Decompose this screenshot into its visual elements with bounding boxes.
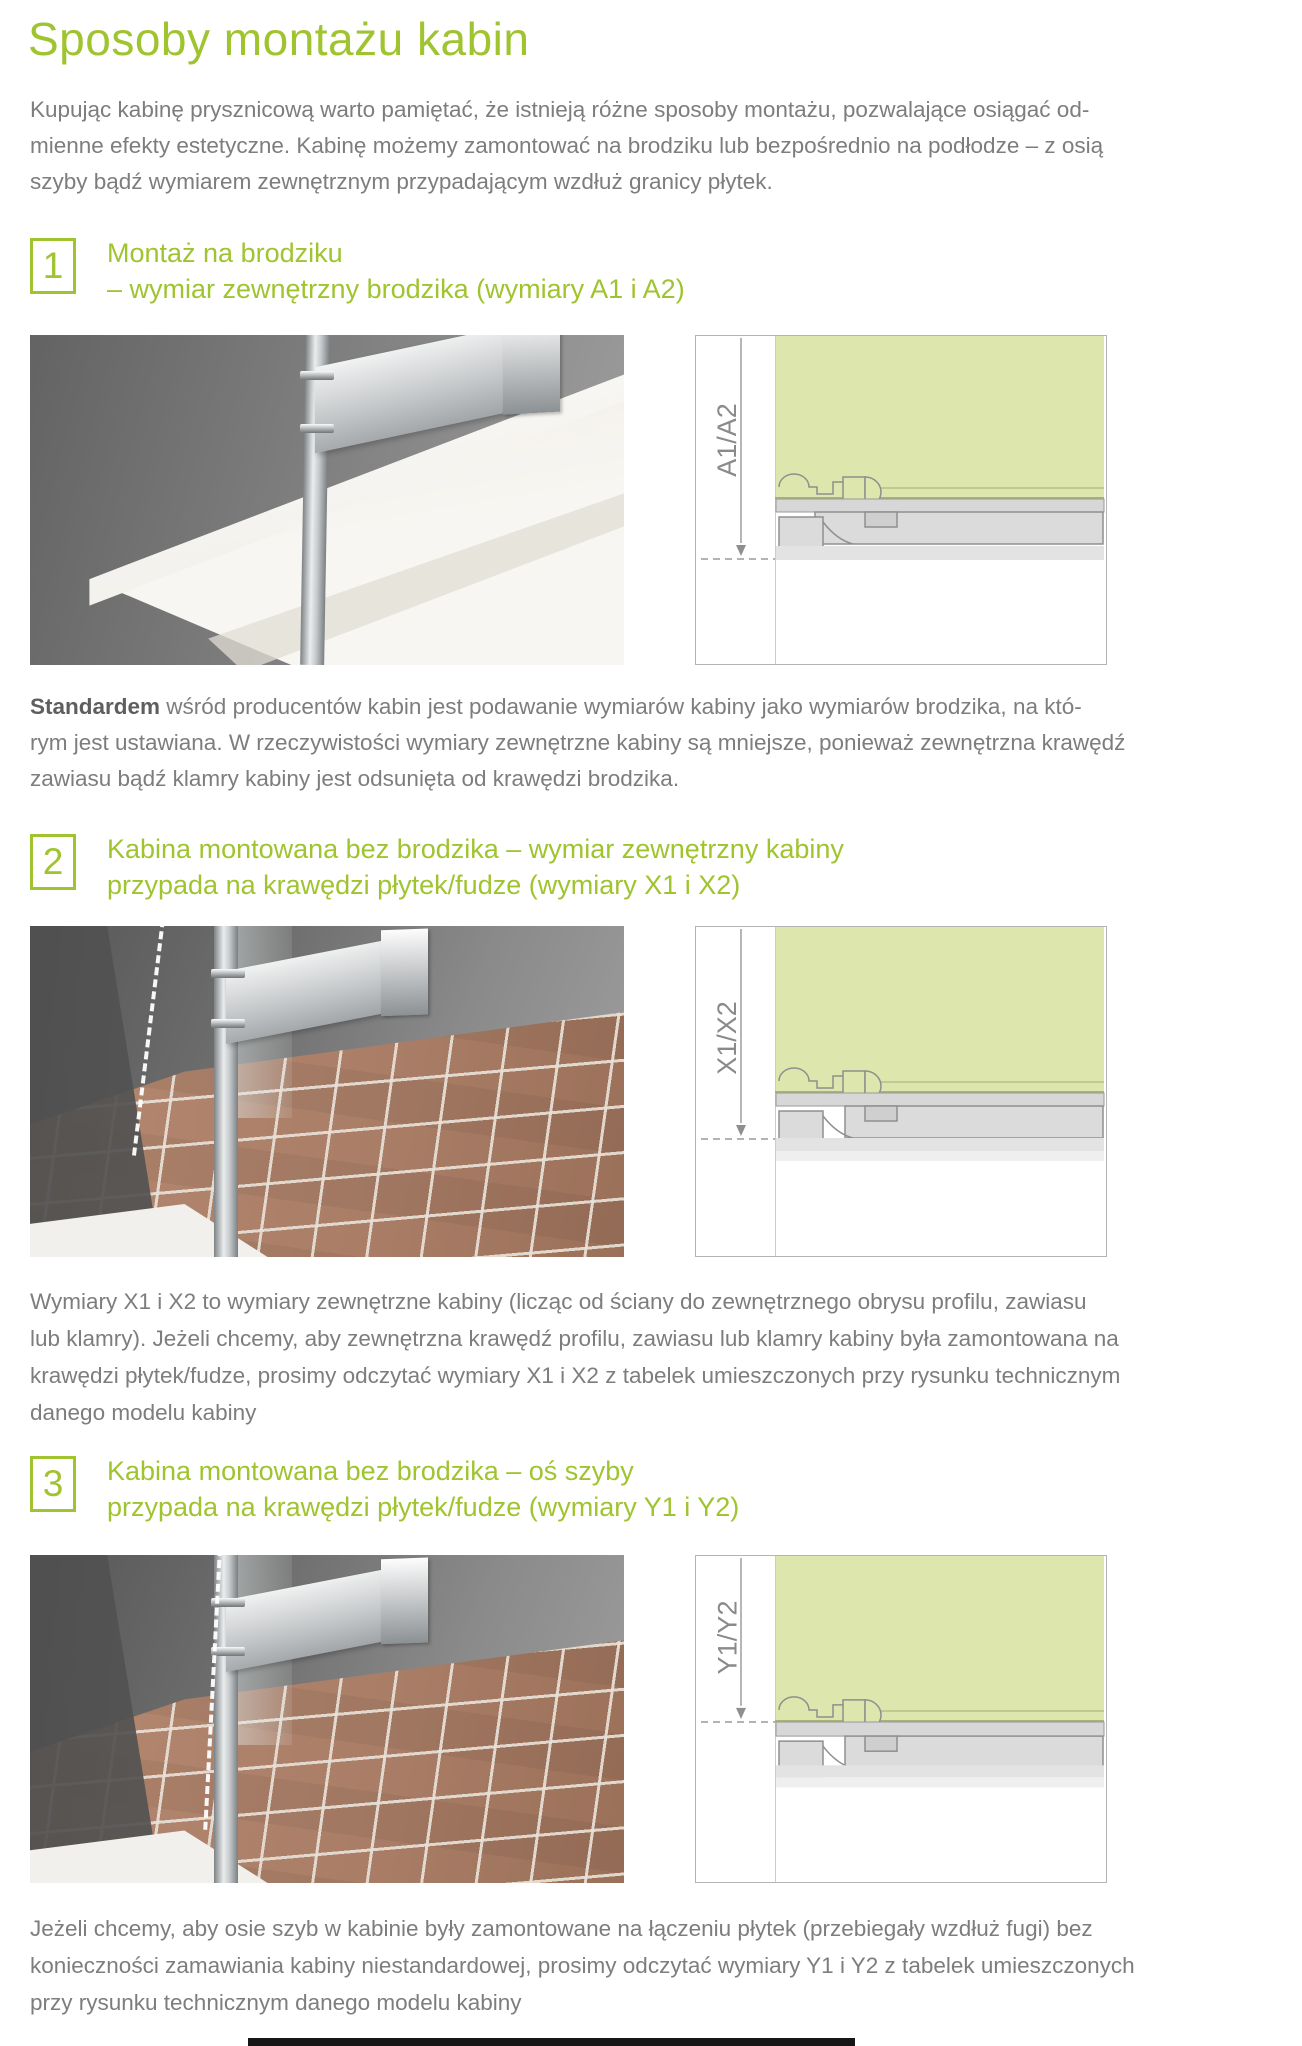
text-line: Wymiary X1 i X2 to wymiary zewnętrzne kabiny (licząc od ściany do zewnętrznego obrysu profilu, zawiasu <box>30 1289 1087 1314</box>
text-line: konieczności zamawiania kabiny niestandardowej, prosimy odczytać wymiary Y1 i Y2 z tabelek umieszczonych <box>30 1953 1135 1978</box>
heading-line: przypada na krawędzi płytek/fudze (wymiary Y1 i Y2) <box>107 1492 740 1522</box>
photo-hinge-on-tiled-floor-glass-axis <box>30 1555 624 1883</box>
section-3-number-badge: 3 <box>30 1456 76 1512</box>
heading-line: Kabina montowana bez brodzika – oś szyby <box>107 1456 634 1486</box>
heading-line: Montaż na brodziku <box>107 238 343 268</box>
text-line: przy rysunku technicznym danego modelu kabiny <box>30 1990 522 2015</box>
photo-hinge-knuckle <box>300 371 334 380</box>
bottom-cropped-bar <box>248 2038 855 2046</box>
photo-hinge-knuckle <box>211 969 245 978</box>
photo-hinge-knuckle <box>211 1019 245 1028</box>
text-line: mienne efekty estetyczne. Kabinę możemy zamontować na brodziku lub bezpośrednio na podłodze – z osią <box>30 133 1104 158</box>
bold-lead-word: Standardem <box>30 694 161 719</box>
text-span: wśród producentów kabin jest podawanie wymiarów kabiny jako wymiarów brodzika, na któ- <box>160 694 1082 719</box>
section-1-heading <box>107 235 685 307</box>
photo-hinge-clamp <box>503 335 560 415</box>
diagram-dimension-label: Y1/Y2 <box>711 1600 743 1675</box>
heading-line: – wymiar zewnętrzny brodzika (wymiary A1 i A2) <box>107 274 685 304</box>
photo-hinge-on-shower-tray <box>30 335 624 665</box>
text-line: Kupując kabinę prysznicową warto pamiętać, że istnieją różne sposoby montażu, pozwalające osiągać od- <box>30 97 1090 122</box>
text-line: zawiasu bądź klamry kabiny jest odsunięta od krawędzi brodzika. <box>30 766 680 791</box>
section-3-heading <box>107 1453 739 1525</box>
paragraph-x1-x2 <box>30 1283 1280 1431</box>
photo-hinge-on-tiled-floor-outer-edge <box>30 926 624 1257</box>
text-line: lub klamry). Jeżeli chcemy, aby zewnętrzna krawędź profilu, zawiasu lub klamry kabiny była zamontowana na <box>30 1326 1119 1351</box>
diagram-dimension-label: X1/X2 <box>712 1001 742 1075</box>
diagram-x1-x2 <box>695 926 1107 1257</box>
section-2-number-badge: 2 <box>30 834 76 890</box>
paragraph-standard <box>30 689 1280 797</box>
intro-paragraph <box>30 92 1280 200</box>
text-line: rym jest ustawiana. W rzeczywistości wymiary zewnętrzne kabiny są mniejsze, ponieważ zewnętrzna krawędź <box>30 730 1126 755</box>
diagram-y1-y2 <box>695 1555 1107 1883</box>
photo-hinge-clamp <box>381 1558 428 1645</box>
photo-hinge-clamp <box>381 929 428 1017</box>
heading-line: przypada na krawędzi płytek/fudze (wymiary X1 i X2) <box>107 870 741 900</box>
diagram-dimension-label: A1/A2 <box>712 403 742 477</box>
text-line: Jeżeli chcemy, aby osie szyb w kabinie były zamontowane na łączeniu płytek (przebiegały wzdłuż fugi) bez <box>30 1916 1093 1941</box>
section-1-number-badge: 1 <box>30 238 76 294</box>
section-2-heading <box>107 831 844 903</box>
paragraph-y1-y2 <box>30 1910 1280 2021</box>
heading-line: Kabina montowana bez brodzika – wymiar zewnętrzny kabiny <box>107 834 844 864</box>
text-line: danego modelu kabiny <box>30 1400 257 1425</box>
text-line <box>30 689 1280 725</box>
text-line: krawędzi płytek/fudze, prosimy odczytać wymiary X1 i X2 z tabelek umieszczonych przy rysunku technicznym <box>30 1363 1121 1388</box>
diagram-a1-a2 <box>695 335 1107 665</box>
page-title: Sposoby montażu kabin <box>28 13 530 65</box>
photo-hinge-knuckle <box>300 424 334 433</box>
text-line: szyby bądź wymiarem zewnętrznym przypadającym wzdłuż granicy płytek. <box>30 169 773 194</box>
